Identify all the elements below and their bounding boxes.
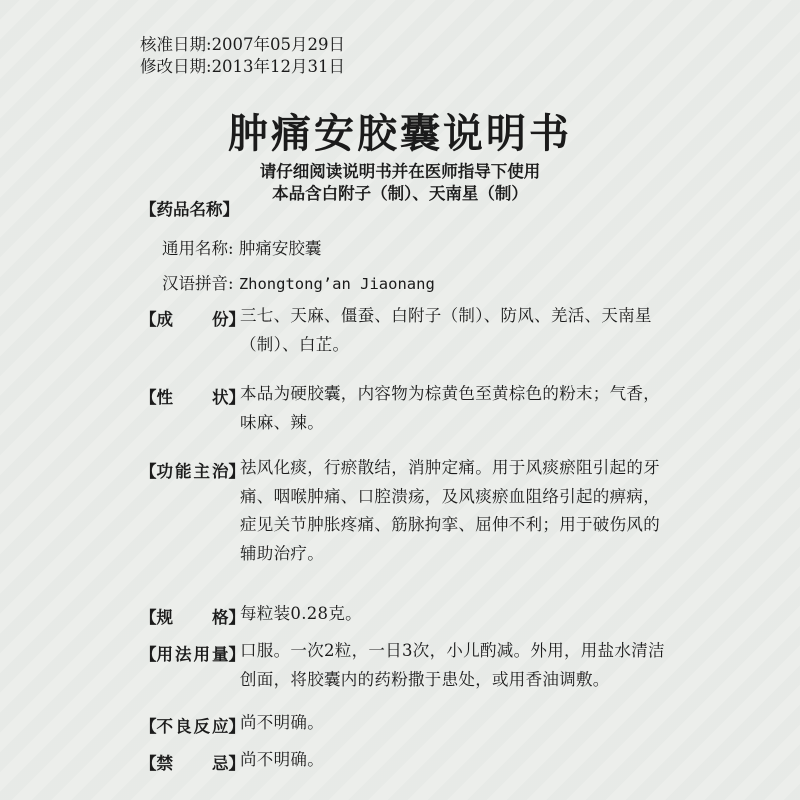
revision-date: 修改日期:2013年12月31日 bbox=[140, 57, 346, 76]
section-label: 【功能主治】 bbox=[140, 462, 245, 481]
section-text: 三七、天麻、僵蚕、白附子（制）、防风、羌活、天南星（制）、白芷。 bbox=[240, 306, 652, 354]
section-label: 【用法用量】 bbox=[140, 645, 245, 664]
generic-name-label: 通用名称: bbox=[162, 239, 234, 258]
generic-name-row bbox=[162, 235, 321, 259]
ingredient-warning: 本品含白附子（制）、天南星（制） bbox=[272, 184, 528, 203]
generic-name-value: 肿痛安胶囊 bbox=[238, 239, 322, 258]
section-label: 【禁忌】 bbox=[140, 754, 245, 773]
section-label: 【药品名称】 bbox=[140, 200, 239, 219]
section-label: 【不良反应】 bbox=[140, 717, 245, 736]
date-block bbox=[140, 34, 345, 78]
section-text: 本品为硬胶囊，内容物为棕黄色至黄棕色的粉末；气香，味麻、辣。 bbox=[240, 384, 660, 432]
pinyin-label: 汉语拼音: bbox=[162, 274, 234, 293]
pinyin-value: Zhongtong’an Jiaonang bbox=[238, 275, 435, 293]
section-label: 【成份】 bbox=[140, 310, 245, 329]
section-text: 祛风化痰，行瘀散结，消肿定痛。用于风痰瘀阻引起的牙痛、咽喉肿痛、口腔溃疡，及风痰瘀血阻络引起的痹病，症见关节肿胀疼痛、筋脉拘挛、屈伸不利；用于破伤风的辅助治疗。 bbox=[240, 458, 660, 563]
section-label: 【性状】 bbox=[140, 388, 245, 407]
section-text: 尚不明确。 bbox=[240, 750, 324, 769]
approval-date: 核准日期:2007年05月29日 bbox=[140, 35, 346, 54]
section-text: 口服。一次2粒，一日3次，小儿酌减。外用，用盐水清洁创面，将胶囊内的药粉撒于患处，或用香油调敷。 bbox=[240, 641, 665, 689]
document-title: 肿痛安胶囊说明书 bbox=[228, 111, 572, 157]
section-text: 尚不明确。 bbox=[240, 713, 324, 732]
section-text: 每粒装0.28克。 bbox=[240, 604, 362, 623]
pinyin-row bbox=[162, 270, 435, 294]
usage-warning: 请仔细阅读说明书并在医师指导下使用 bbox=[259, 162, 541, 181]
section-label: 【规格】 bbox=[140, 608, 245, 627]
